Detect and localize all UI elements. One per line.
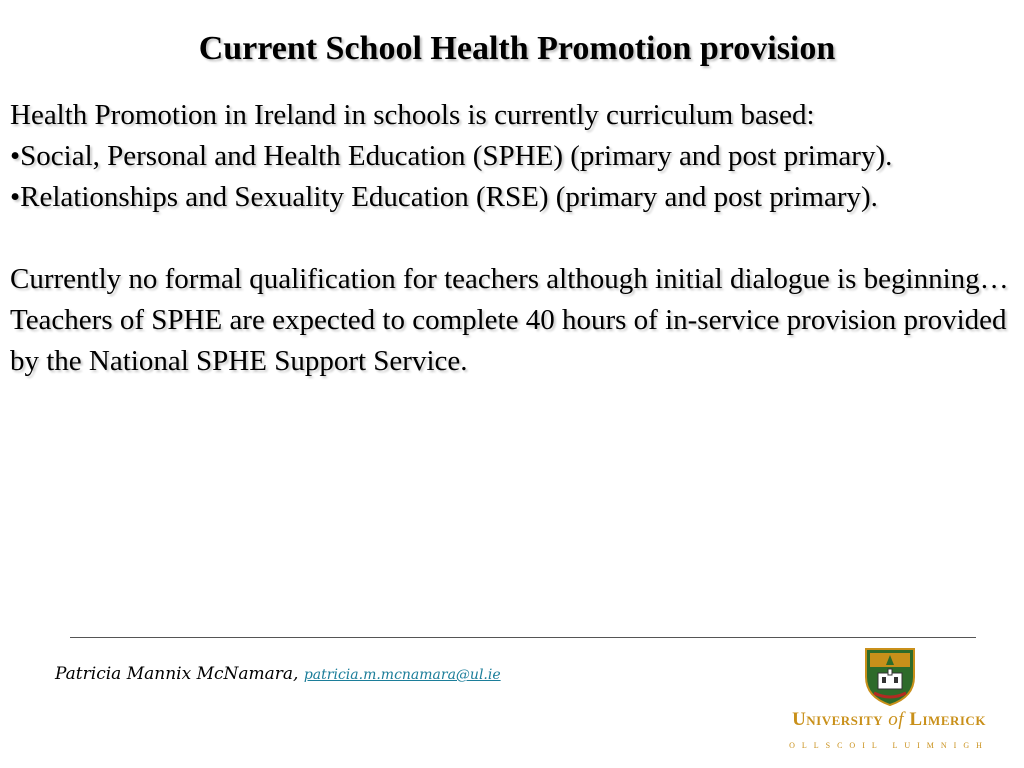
slide-body (10, 95, 1010, 382)
author-email-link[interactable]: patricia.m.mcnamara@ul.ie (303, 667, 501, 683)
paragraph-spacer (10, 218, 1010, 259)
university-logo (766, 643, 1012, 758)
slide-title: Current School Health Promotion provision (198, 30, 836, 67)
crest-icon (862, 643, 918, 707)
bullet-rse: •Relationships and Sexuality Education (RSE) (primary and post primary). (10, 181, 878, 213)
footer-credit (55, 664, 501, 684)
bullet-sphe: •Social, Personal and Health Education (SPHE) (primary and post primary). (10, 140, 893, 172)
author-name: Patricia Mannix McNamara, (55, 664, 304, 684)
qualification-paragraph: Currently no formal qualification for teachers although initial dialogue is beginning… Teachers of SPHE are expected to complete 40 hours of in-service provision provided by the National SPHE Support Service. (10, 263, 1009, 377)
footer-divider (70, 637, 976, 638)
university-irish-name: OLLSCOIL LUIMNIGH (789, 741, 989, 750)
intro-paragraph: Health Promotion in Ireland in schools is currently curriculum based: (10, 99, 815, 131)
university-name: University of Limerick (792, 709, 986, 730)
